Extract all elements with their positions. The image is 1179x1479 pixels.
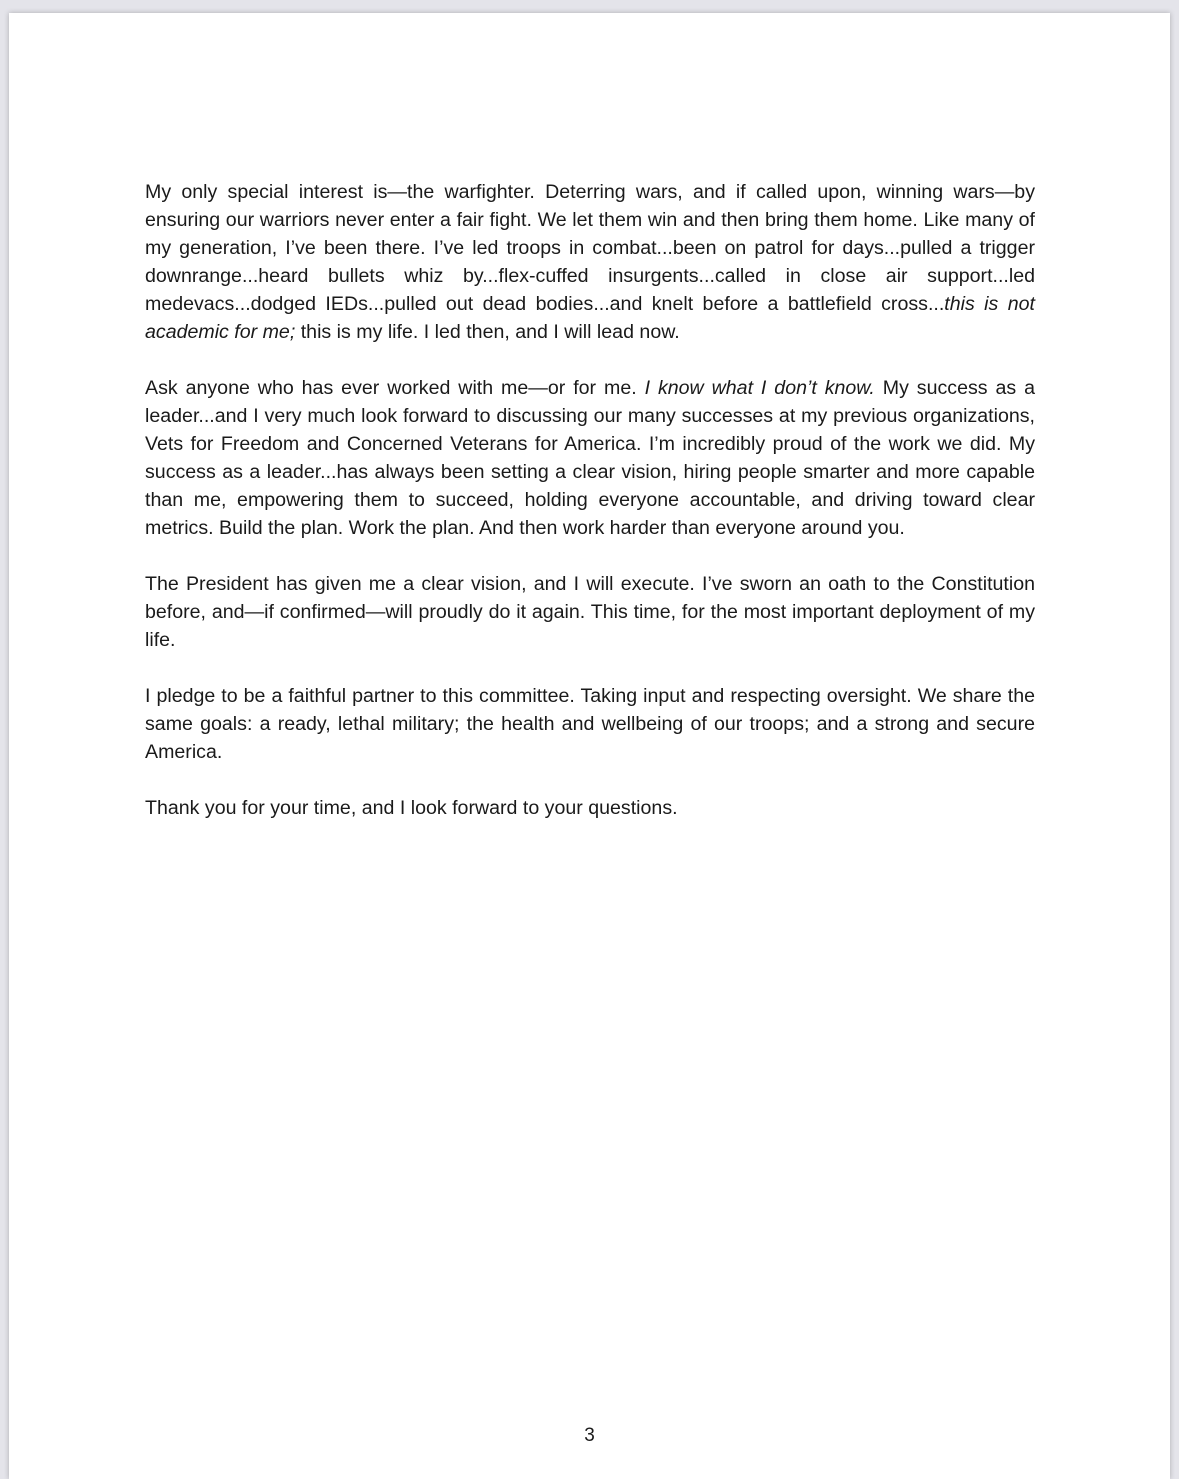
paragraph-4	[145, 682, 1035, 766]
paragraph-3-text: The President has given me a clear vision, and I will execute. I’ve sworn an oath to the Constitution before, and—if confirmed—will proudly do it again. This time, for the most important deployment of my life.	[145, 573, 1035, 651]
paragraph-2	[145, 374, 1035, 542]
page-number: 3	[584, 1425, 595, 1446]
paragraph-2-text-1: Ask anyone who has ever worked with me—or for me.	[145, 377, 645, 399]
paragraph-1-text-2: this is my life. I led then, and I will lead now.	[295, 321, 680, 343]
paragraph-5	[145, 794, 1035, 822]
paragraph-2-italic-text: I know what I don’t know.	[644, 377, 875, 399]
paragraph-1	[145, 178, 1035, 346]
paragraph-4-text: I pledge to be a faithful partner to this committee. Taking input and respecting oversight. We share the same goals: a ready, lethal military; the health and wellbeing of our troops; and a strong and secure America.	[145, 685, 1035, 763]
document-page	[9, 13, 1170, 1479]
document-body	[145, 178, 1035, 822]
paragraph-1-text-1: My only special interest is—the warfighter. Deterring wars, and if called upon, winning wars—by ensuring our warriors never enter a fair fight. We let them win and then bring them home. Like many of my generation, I’ve been there. I’ve led troops in combat...been on patrol for days...pulled a trigger downrange...heard bullets whiz by...flex-cuffed insurgents...called in close air support...led medevacs...dodged IEDs...pulled out dead bodies...and knelt before a battlefield cross...	[145, 181, 1035, 315]
paragraph-5-text: Thank you for your time, and I look forward to your questions.	[145, 797, 678, 819]
paragraph-2-text-2: My success as a leader...and I very much look forward to discussing our many successes at my previous organizations, Vets for Freedom and Concerned Veterans for America. I’m incredibly proud of the work we did. My success as a leader...has always been setting a clear vision, hiring people smarter and more capable than me, empowering them to succeed, holding everyone accountable, and driving toward clear metrics. Build the plan. Work the plan. And then work harder than everyone around you.	[145, 377, 1036, 539]
paragraph-3	[145, 570, 1035, 654]
paragraph-1-italic-text: this is not academic for me;	[145, 293, 1035, 343]
